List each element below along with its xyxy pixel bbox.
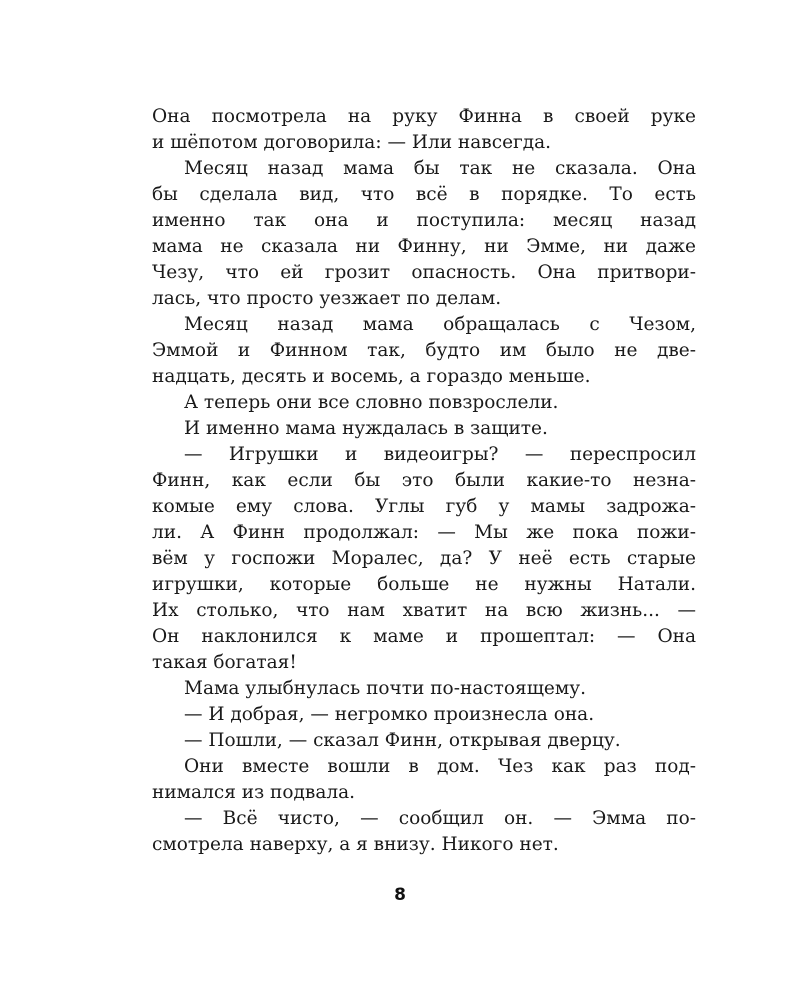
text-line: — И добрая, — негромко произнесла она.	[184, 704, 595, 725]
text-line: нимался из подвала.	[152, 782, 356, 803]
text-line: бы сделала вид, что всё в порядке. То есть	[152, 184, 696, 205]
text-line: Они вместе вошли в дом. Чез как раз под-	[184, 756, 696, 777]
page-number: 8	[394, 885, 406, 905]
text-line: Чезу, что ей грозит опасность. Она притвори-	[152, 262, 696, 283]
text-line: Их столько, что нам хватит на всю жизнь... —	[152, 600, 696, 621]
text-line: комые ему слова. Углы губ у мамы задрожа-	[152, 496, 696, 517]
text-line: И именно мама нуждалась в защите.	[184, 418, 548, 439]
text-line: Финн, как если бы это были какие-то незна-	[152, 470, 696, 491]
text-line: Мама улыбнулась почти по-настоящему.	[184, 678, 587, 699]
text-line: Месяц назад мама бы так не сказала. Она	[184, 158, 696, 179]
text-line: игрушки, которые больше не нужны Натали.	[152, 574, 696, 595]
body-text	[152, 104, 696, 858]
text-line: такая богатая!	[152, 652, 297, 673]
text-line: — Игрушки и видеоигры? — переспросил	[184, 444, 696, 465]
text-line: лась, что просто уезжает по делам.	[152, 288, 502, 309]
text-line: вём у госпожи Моралес, да? У неё есть старые	[152, 548, 696, 569]
text-line: ли. А Финн продолжал: — Мы же пока пожи-	[152, 522, 696, 543]
text-line: Она посмотрела на руку Финна в своей руке	[152, 106, 696, 127]
text-line: Эммой и Финном так, будто им было не две-	[152, 340, 696, 361]
text-line: Он наклонился к маме и прошептал: — Она	[152, 626, 696, 647]
text-line: смотрела наверху, а я внизу. Никого нет.	[152, 834, 559, 855]
text-line: — Всё чисто, — сообщил он. — Эмма по-	[184, 808, 696, 829]
text-line: — Пошли, — сказал Финн, открывая дверцу.	[184, 730, 621, 751]
text-line: надцать, десять и восемь, а гораздо меньше.	[152, 366, 591, 387]
text-line: именно так она и поступила: месяц назад	[152, 210, 696, 231]
text-line: и шёпотом договорила: — Или навсегда.	[152, 132, 552, 153]
text-line: Месяц назад мама обращалась с Чезом,	[184, 314, 696, 335]
text-line: мама не сказала ни Финну, ни Эмме, ни даже	[152, 236, 696, 257]
text-line: А теперь они все словно повзрослели.	[184, 392, 559, 413]
